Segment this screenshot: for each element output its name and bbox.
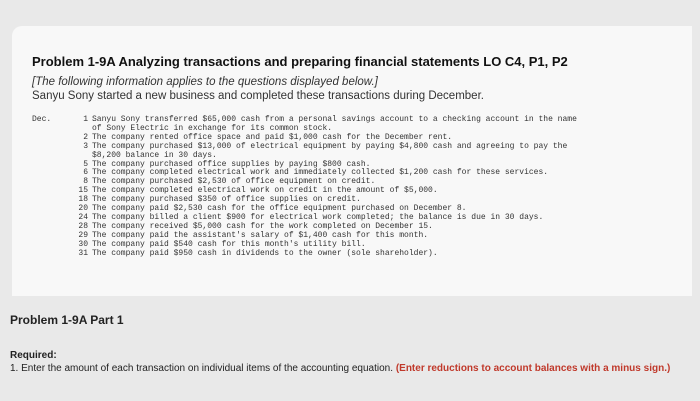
- problem-note: [The following information applies to the questions displayed below.]: [32, 76, 378, 88]
- required-label: Required:: [10, 350, 57, 361]
- transaction-text: The company rented office space and paid $1,000 cash for the December rent.: [92, 132, 453, 142]
- transaction-text: The company purchased $350 of office supplies on credit.: [92, 195, 361, 205]
- transaction-day: 2: [83, 132, 88, 142]
- transaction-day: 15: [78, 186, 88, 196]
- transaction-day: 28: [78, 221, 88, 231]
- required-text: [10, 362, 680, 375]
- transaction-day: 30: [78, 239, 88, 249]
- transaction-text: The company completed electrical work on credit in the amount of $5,000.: [92, 186, 438, 196]
- transaction-text: The company paid the assistant's salary of $1,400 cash for this month.: [92, 230, 429, 240]
- transaction-day: 18: [78, 195, 88, 205]
- problem-title: Problem 1-9A Analyzing transactions and preparing financial statements LO C4, P1, P2: [32, 54, 568, 69]
- required-instruction: 1. Enter the amount of each transaction on individual items of the accounting equation.: [10, 363, 394, 374]
- transaction-day: 3: [83, 141, 88, 151]
- transactions-month-label: Dec.: [32, 115, 52, 124]
- transaction-item: [32, 250, 682, 259]
- transaction-text: The company completed electrical work and immediately collected $1,200 cash for these services.: [92, 168, 549, 178]
- part-title: Problem 1-9A Part 1: [10, 313, 124, 327]
- transaction-text: The company paid $540 cash for this month's utility bill.: [92, 239, 366, 249]
- transaction-day: 8: [83, 177, 88, 187]
- transaction-text: The company paid $2,530 cash for the office equipment purchased on December 8.: [92, 204, 467, 214]
- transaction-day: 5: [83, 159, 88, 169]
- transaction-text: The company purchased $13,000 of electrical equipment by paying $4,800 cash and agreeing to pay the $8,200 balance in 30 days.: [92, 141, 568, 160]
- transaction-text: Sanyu Sony transferred $65,000 cash from a personal savings account to a checking account in the name of Sony Electric in exchange for its common stock.: [92, 115, 577, 133]
- transaction-text: The company paid $950 cash in dividends to the owner (sole shareholder).: [92, 248, 438, 258]
- transaction-text: The company received $5,000 cash for the work completed on December 15.: [92, 221, 433, 231]
- transactions-list: [32, 116, 682, 259]
- transaction-day: 6: [83, 168, 88, 178]
- required-highlight: (Enter reductions to account balances with a minus sign.): [395, 363, 671, 374]
- transaction-text: The company purchased office supplies by paying $800 cash.: [92, 159, 371, 169]
- transaction-day: 20: [78, 204, 88, 214]
- transaction-day: 1: [83, 115, 88, 124]
- transaction-day: 24: [78, 212, 88, 222]
- transaction-item: [32, 116, 682, 134]
- transaction-text: The company purchased $2,530 of office equipment on credit.: [92, 177, 376, 187]
- transaction-item: [32, 143, 682, 161]
- transaction-text: The company billed a client $900 for electrical work completed; the balance is due in 30 days.: [92, 212, 544, 222]
- transaction-day: 31: [78, 248, 88, 258]
- problem-intro: Sanyu Sony started a new business and completed these transactions during December.: [32, 90, 484, 102]
- transaction-day: 29: [78, 230, 88, 240]
